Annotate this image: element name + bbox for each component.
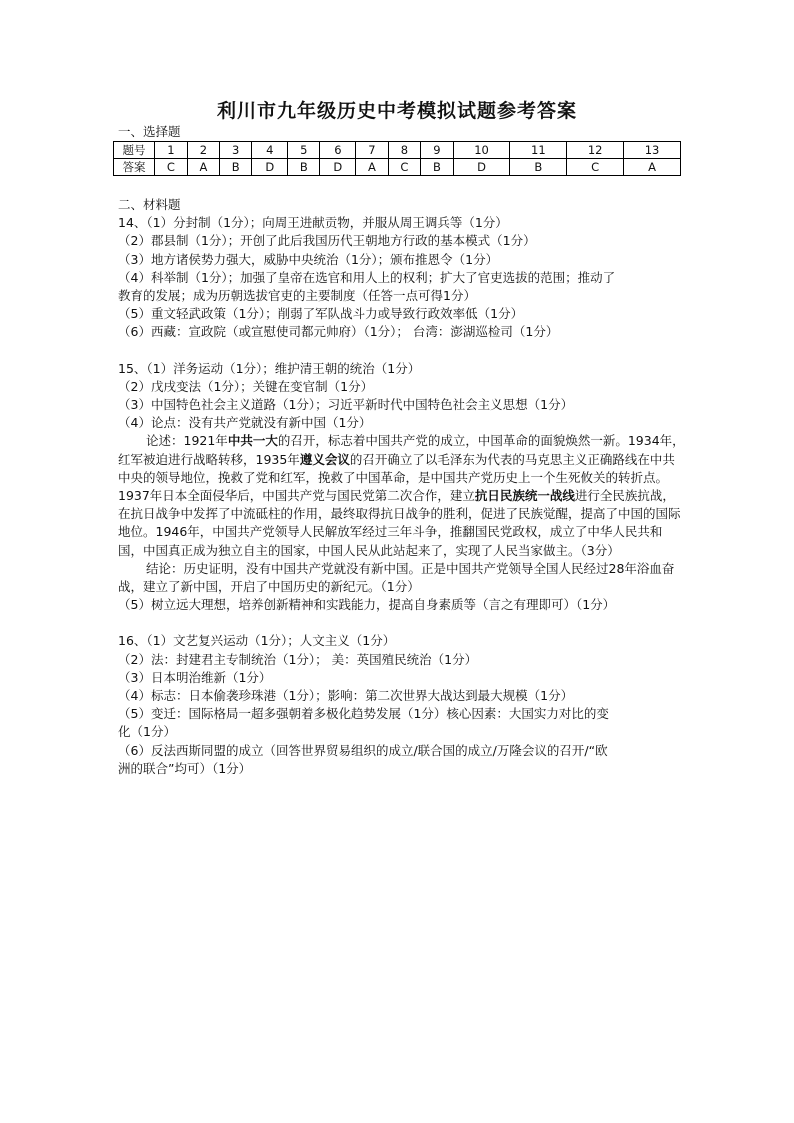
argument-keyword: 抗日民族统一战线: [474, 488, 575, 504]
q14-line: 教育的发展；成为历朝选拔官吏的主要制度（任答一点可得1分）: [118, 288, 476, 304]
argument-text: 进行全民族抗战，在抗日战争中发挥了中流砥柱的作用，最终取得抗日战争的胜利，促进了民族觉醒，提高了中国的国际地位。1946年，中国共产党领导人民解放军经过三年斗争，推翻国民党政权，成立了中华人民共和国，中国真正成为独立自主的国家，中国人民从此站起来了，实现了人民当家做主。（3分）: [118, 488, 681, 558]
q14-line: （4）科举制（1分）；加强了皇帝在选官和用人上的权利；扩大了官吏选拔的范围；推动了: [118, 269, 616, 285]
table-cell: 10: [453, 142, 510, 159]
table-cell: B: [510, 159, 567, 176]
q15-line: （5）树立远大理想，培养创新精神和实践能力，提高自身素质等（言之有理即可）（1分）: [118, 597, 616, 613]
table-cell: D: [453, 159, 510, 176]
q14-line: 14、（1）分封制（1分）；向周王进献贡物，并服从周王调兵等（1分）: [118, 215, 508, 231]
section-2: [118, 196, 686, 778]
q16-line: 16、（1）文艺复兴运动（1分）；人文主义（1分）: [118, 633, 396, 649]
q15-line: （2）戊戌变法（1分）；关键在变官制（1分）: [118, 378, 374, 394]
q15-line: （4）论点：没有共产党就没有新中国（1分）: [118, 415, 372, 431]
table-cell: A: [187, 159, 219, 176]
q16-line: （2）法：封建君主专制统治（1分）； 美：英国殖民统治（1分）: [118, 651, 478, 667]
q15-conclusion: 结论：历史证明，没有中国共产党就没有新中国。正是中国共产党领导全国人民经过28年浴血奋战，建立了新中国，开启了中国历史的新纪元。（1分）: [118, 560, 675, 595]
table-cell: B: [220, 159, 252, 176]
answer-table: [113, 141, 681, 176]
argument-text: 论述：1921年: [146, 433, 228, 449]
argument-text: 的召开确立了以毛泽东为代表的马克思主义正确路线在中共中央的领导地位，挽救了党和红军，挽救了中国革命，是中国共产党历史上一个生死攸关的转折点。1937年日本全面侵华后，中国共产党与国民党第二次合作，建立: [118, 451, 675, 504]
row-label-number: 题号: [114, 142, 155, 159]
table-cell: 4: [252, 142, 288, 159]
table-row-answers: [114, 159, 681, 176]
q15-line: 15、（1）洋务运动（1分）；维护清王朝的统治（1分）: [118, 360, 421, 376]
table-cell: C: [155, 159, 188, 176]
q16-line: （4）标志：日本偷袭珍珠港（1分）；影响：第二次世界大战达到最大规模（1分）: [118, 688, 574, 704]
table-cell: 7: [356, 142, 388, 159]
row-label-answer: 答案: [114, 159, 155, 176]
q14-line: （3）地方诸侯势力强大，威胁中央统治（1分）；颁布推恩令（1分）: [118, 251, 499, 267]
section-2-heading: 二、材料题: [118, 197, 181, 212]
table-cell: D: [252, 159, 288, 176]
table-cell: 8: [388, 142, 421, 159]
q14-line: （2）郡县制（1分）；开创了此后我国历代王朝地方行政的基本模式（1分）: [118, 233, 536, 249]
table-cell: B: [421, 159, 453, 176]
q16-line: （3）日本明治维新（1分）: [118, 669, 272, 685]
q16-line: 化（1分）: [118, 724, 176, 740]
table-cell: 11: [510, 142, 567, 159]
table-cell: D: [320, 159, 356, 176]
q14-line: （6）西藏：宣政院（或宣慰使司都元帅府）（1分）； 台湾：澎湖巡检司（1分）: [118, 324, 559, 340]
table-cell: 3: [220, 142, 252, 159]
section-1-heading: 一、选择题: [118, 124, 181, 139]
table-cell: 2: [187, 142, 219, 159]
table-cell: 5: [288, 142, 320, 159]
argument-keyword: 中共一大: [227, 433, 278, 449]
q15-line: （3）中国特色社会主义道路（1分）；习近平新时代中国特色社会主义思想（1分）: [118, 397, 574, 413]
page-title: 利川市九年级历史中考模拟试题参考答案: [216, 100, 577, 122]
q16-line: （6）反法西斯同盟的成立（回答世界贸易组织的成立/联合国的成立/万隆会议的召开/“欧: [118, 742, 608, 758]
table-cell: C: [567, 159, 624, 176]
table-cell: 13: [624, 142, 681, 159]
argument-text: 的召开，标志着中国共产党的成立，中国革命的面貌焕然一新。1934年，红军被迫进行战略转移，1935年: [118, 433, 685, 467]
q15-argument: [118, 432, 686, 559]
table-row-numbers: [114, 142, 681, 159]
q14-line: （5）重文轻武政策（1分）；削弱了军队战斗力或导致行政效率低（1分）: [118, 306, 524, 322]
table-cell: 1: [155, 142, 188, 159]
argument-keyword: 遵义会议: [299, 451, 350, 467]
table-cell: 12: [567, 142, 624, 159]
table-cell: 6: [320, 142, 356, 159]
table-cell: 9: [421, 142, 453, 159]
table-cell: C: [388, 159, 421, 176]
table-cell: A: [356, 159, 388, 176]
q16-line: （5）变迁：国际格局一超多强朝着多极化趋势发展（1分）核心因素：大国实力对比的变: [118, 706, 609, 722]
table-cell: A: [624, 159, 681, 176]
q16-line: 洲的联合”均可）（1分）: [118, 760, 252, 776]
table-cell: B: [288, 159, 320, 176]
